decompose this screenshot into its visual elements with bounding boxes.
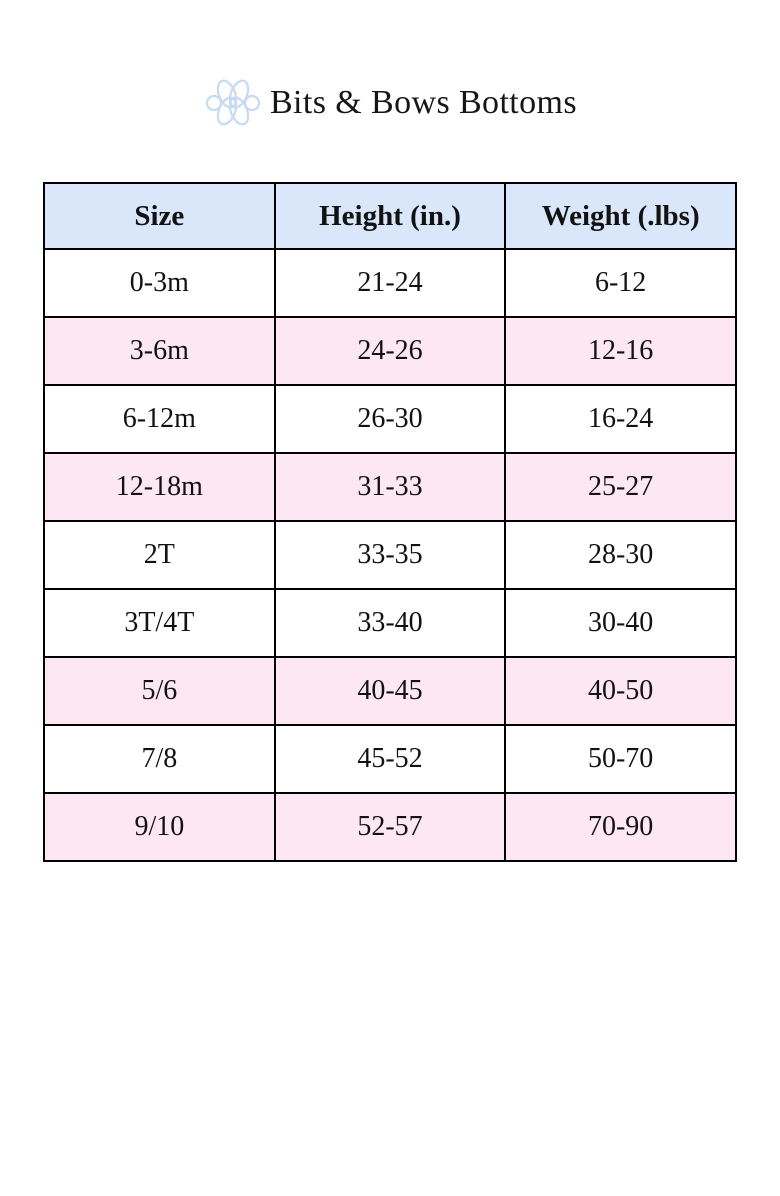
brand-header xyxy=(0,74,780,132)
table-row xyxy=(44,657,736,725)
size-cell: 9/10 xyxy=(44,793,275,861)
brand-monogram-icon xyxy=(203,74,263,132)
table-body xyxy=(44,249,736,861)
size-cell: 5/6 xyxy=(44,657,275,725)
table-row xyxy=(44,249,736,317)
weight-cell: 12-16 xyxy=(505,317,736,385)
column-header-height: Height (in.) xyxy=(275,183,506,249)
weight-cell: 50-70 xyxy=(505,725,736,793)
size-cell: 3-6m xyxy=(44,317,275,385)
height-cell: 40-45 xyxy=(275,657,506,725)
size-cell: 12-18m xyxy=(44,453,275,521)
height-cell: 21-24 xyxy=(275,249,506,317)
weight-cell: 16-24 xyxy=(505,385,736,453)
height-cell: 33-40 xyxy=(275,589,506,657)
table-row xyxy=(44,453,736,521)
column-header-weight: Weight (.lbs) xyxy=(505,183,736,249)
height-cell: 33-35 xyxy=(275,521,506,589)
size-chart-table xyxy=(43,182,737,862)
size-cell: 3T/4T xyxy=(44,589,275,657)
size-cell: 7/8 xyxy=(44,725,275,793)
weight-cell: 30-40 xyxy=(505,589,736,657)
table-header xyxy=(44,183,736,249)
table-row xyxy=(44,317,736,385)
header-row xyxy=(44,183,736,249)
table-row xyxy=(44,589,736,657)
weight-cell: 6-12 xyxy=(505,249,736,317)
size-cell: 0-3m xyxy=(44,249,275,317)
table-row xyxy=(44,725,736,793)
page-title: Bits & Bows Bottoms xyxy=(269,84,578,121)
height-cell: 26-30 xyxy=(275,385,506,453)
weight-cell: 28-30 xyxy=(505,521,736,589)
height-cell: 31-33 xyxy=(275,453,506,521)
size-cell: 2T xyxy=(44,521,275,589)
table-row xyxy=(44,521,736,589)
size-cell: 6-12m xyxy=(44,385,275,453)
column-header-size: Size xyxy=(44,183,275,249)
height-cell: 45-52 xyxy=(275,725,506,793)
height-cell: 24-26 xyxy=(275,317,506,385)
weight-cell: 40-50 xyxy=(505,657,736,725)
weight-cell: 70-90 xyxy=(505,793,736,861)
table-row xyxy=(44,793,736,861)
weight-cell: 25-27 xyxy=(505,453,736,521)
height-cell: 52-57 xyxy=(275,793,506,861)
table-row xyxy=(44,385,736,453)
